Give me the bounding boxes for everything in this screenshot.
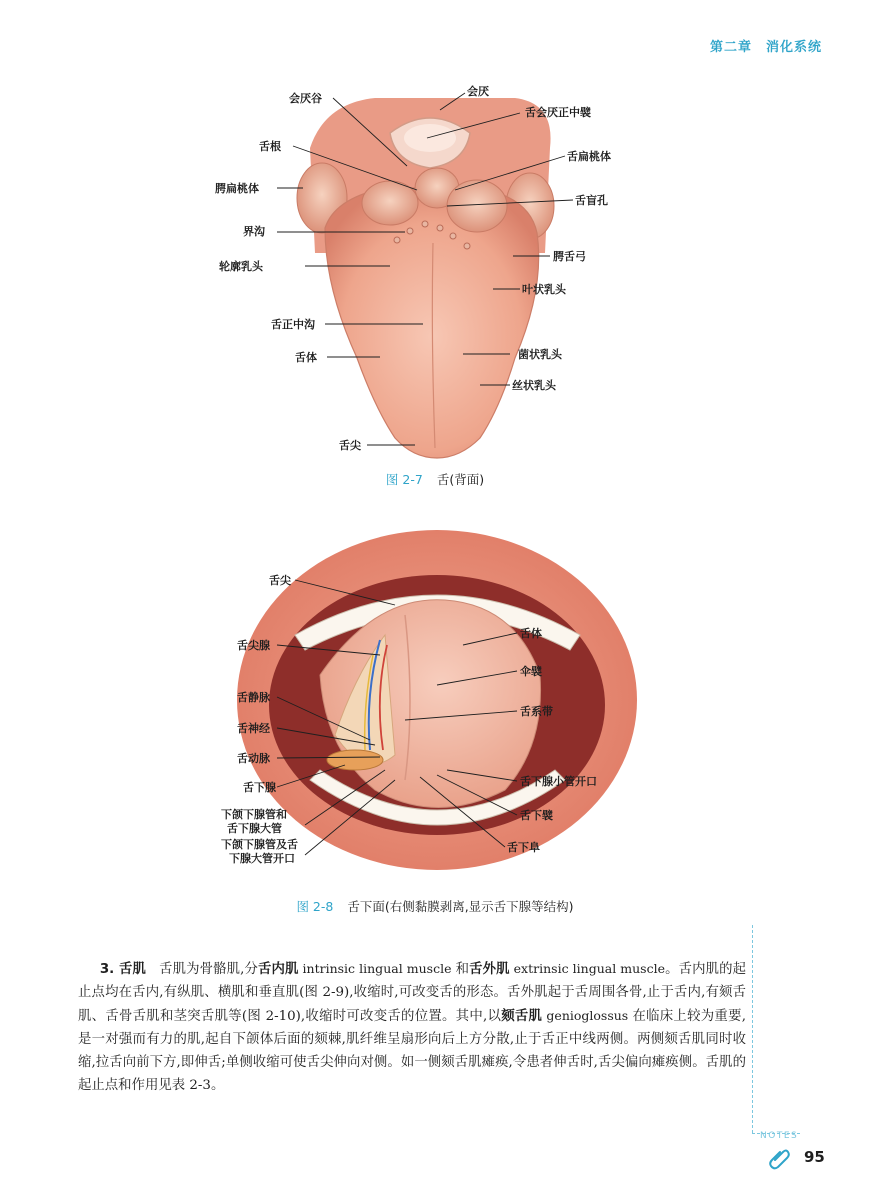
figure-number: 图 2-8 xyxy=(296,899,334,914)
label-duct-opening-2: 下腺大管开口 xyxy=(229,852,295,865)
english-term: intrinsic lingual muscle xyxy=(298,961,456,976)
label-duct-opening-1: 下颌下腺管及舌 xyxy=(221,838,298,851)
label-huiyangu: 会厌谷 xyxy=(289,92,322,105)
figure-caption xyxy=(0,897,870,915)
text-span: 在临床上较为重要,是一对强而有力的肌,起自下颌体后面的颏棘,肌纤维呈扇形向后上方分散,止于舌正中线两侧。两侧颏舌肌同时收缩,拉舌向前下方,即伸舌;单侧收缩可使舌尖伸向对侧。如一侧颏舌肌瘫痪,令患者伸舌时,舌尖偏向瘫痪侧。舌肌的起止点和作用见表 2-3。 xyxy=(78,1009,746,1093)
label-apical-gland: 舌尖腺 xyxy=(237,639,270,652)
label-huiyan: 会厌 xyxy=(467,85,489,98)
term: 舌内肌 xyxy=(257,962,299,977)
label-sublingual-gland: 舌下腺 xyxy=(243,781,276,794)
label-lingual-artery: 舌动脉 xyxy=(237,752,270,765)
tongue-dorsal-illustration xyxy=(215,78,660,468)
label-sublingual-caruncle: 舌下阜 xyxy=(507,841,540,854)
text-span: 舌肌为骨骼肌,分 xyxy=(159,962,258,977)
label-fungiform-papillae: 菌状乳头 xyxy=(518,348,562,361)
label-tongue-tip: 舌尖 xyxy=(269,574,291,587)
label-foliate-papillae: 叶状乳头 xyxy=(522,283,566,296)
text-span: 。舌内肌的起止点均在舌内,有纵肌、横肌和垂直肌(图 2-9),收缩时,可改变舌的形态。舌外肌起于舌周围各骨,止于舌内,有颏舌肌、舌骨舌肌和茎突舌肌等(图 2-10),收缩时可改变舌的位置。其中,以 xyxy=(78,962,746,1024)
label-submandibular-duct-2: 舌下腺大管 xyxy=(227,822,282,835)
figure-tongue-dorsal xyxy=(215,78,660,468)
label-tongue-tip: 舌尖 xyxy=(339,439,361,452)
text-span: 和 xyxy=(455,962,470,977)
label-lingual-tonsil: 舌扁桃体 xyxy=(567,150,611,163)
label-minor-duct-openings: 舌下腺小管开口 xyxy=(520,775,597,788)
figure-title: 舌下面(右侧黏膜剥离,显示舌下腺等结构) xyxy=(347,899,574,914)
label-fimbriated-fold: 伞襞 xyxy=(520,665,542,678)
english-term: genioglossus xyxy=(542,1008,633,1023)
label-submandibular-duct-1: 下颌下腺管和 xyxy=(221,808,287,821)
label-terminal-sulcus: 界沟 xyxy=(243,225,265,238)
label-tongue-body: 舌体 xyxy=(295,351,317,364)
chapter-header: 第二章 消化系统 xyxy=(709,40,822,55)
english-term: extrinsic lingual muscle xyxy=(509,961,665,976)
label-tongue-body: 舌体 xyxy=(520,627,542,640)
label-median-sulcus: 舌正中沟 xyxy=(271,318,315,331)
label-filiform-papillae: 丝状乳头 xyxy=(512,379,556,392)
figure-number: 图 2-7 xyxy=(385,472,423,487)
page-number: 95 xyxy=(804,1148,825,1166)
figure-caption xyxy=(0,470,870,488)
tongue-ventral-illustration xyxy=(215,525,660,885)
term: 舌外肌 xyxy=(469,962,510,977)
label-palatine-tonsil: 腭扁桃体 xyxy=(215,182,259,195)
label-frenulum: 舌系带 xyxy=(520,705,553,718)
label-palatoglossal-arch: 腭舌弓 xyxy=(553,250,586,263)
label-sublingual-fold: 舌下襞 xyxy=(520,809,553,822)
figure-title: 舌(背面) xyxy=(436,472,485,487)
paperclip-icon xyxy=(768,1146,792,1174)
term: 颏舌肌 xyxy=(501,1009,543,1024)
label-lingual-vein: 舌静脉 xyxy=(237,691,270,704)
figure-tongue-ventral xyxy=(215,525,660,885)
label-foramen-cecum: 舌盲孔 xyxy=(575,194,608,207)
label-vallate-papillae: 轮廓乳头 xyxy=(219,260,263,273)
label-lingual-nerve: 舌神经 xyxy=(237,722,270,735)
body-paragraph xyxy=(78,957,746,1097)
section-heading: 3. 舌肌 xyxy=(99,962,146,977)
label-epiglottic-fold: 舌会厌正中襞 xyxy=(525,106,591,119)
notes-divider xyxy=(752,925,753,1133)
label-tongue-root: 舌根 xyxy=(259,140,281,153)
notes-label: NOTES xyxy=(760,1131,799,1141)
